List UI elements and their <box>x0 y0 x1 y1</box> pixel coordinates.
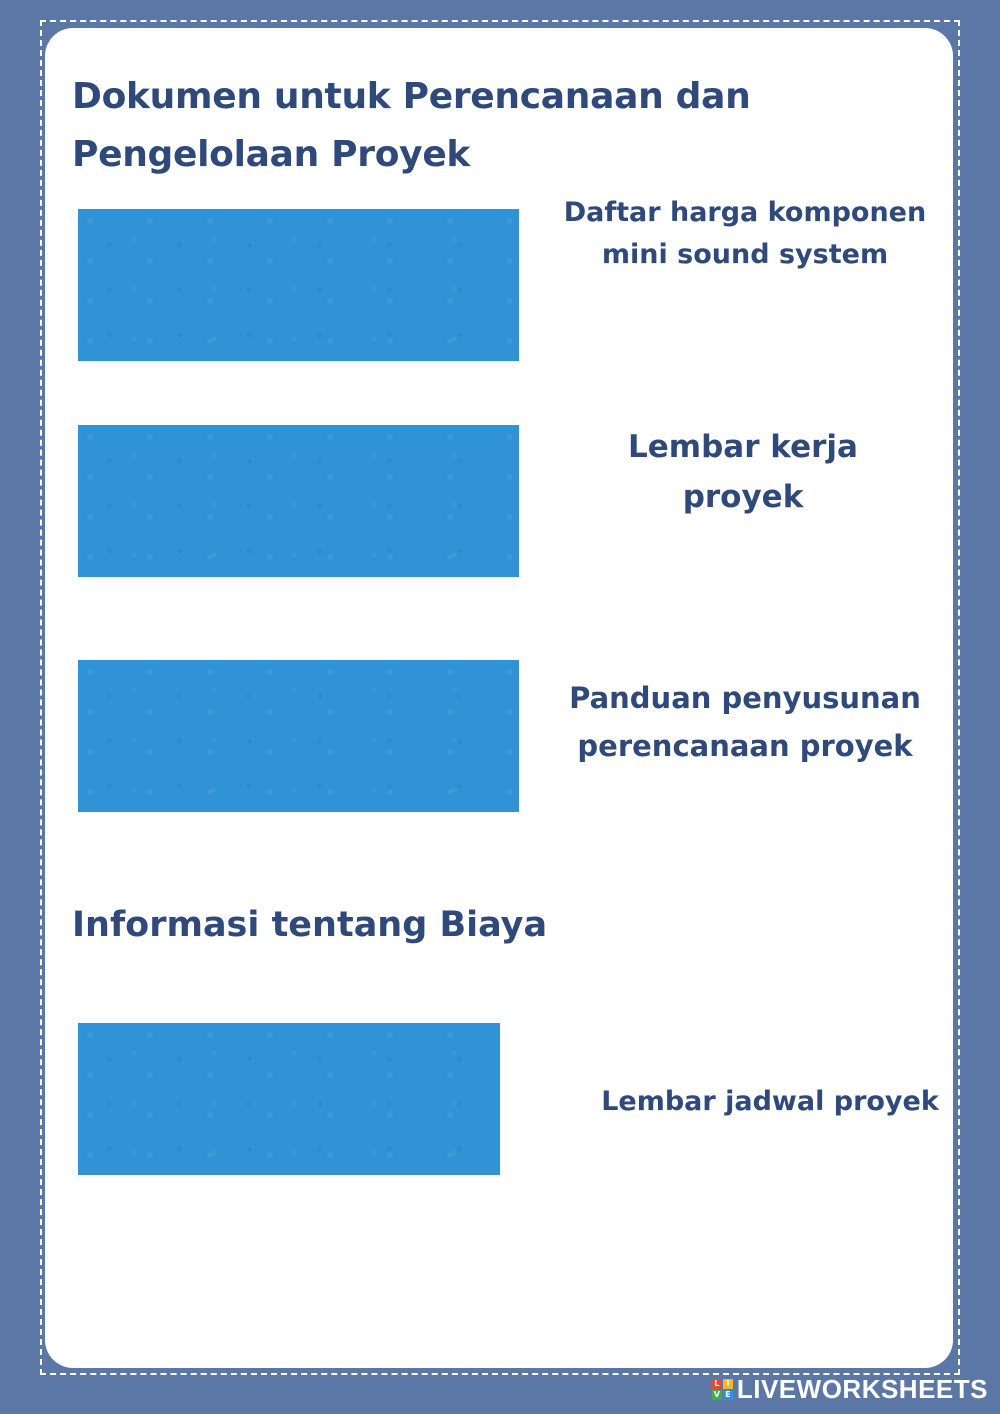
drop-zone-4[interactable] <box>78 1023 500 1175</box>
drag-label-3[interactable]: Panduan penyusunan perencanaan proyek <box>569 681 921 763</box>
page-title: Dokumen untuk Perencanaan dan Pengelolaan Proyek <box>72 76 751 175</box>
logo-text: LIVEWORKSHEETS <box>736 1373 988 1404</box>
drag-label-2[interactable]: Lembar kerja proyek <box>628 429 858 515</box>
drop-zone-2[interactable] <box>78 425 519 577</box>
liveworksheets-logo <box>712 1374 988 1404</box>
section-title-biaya: Informasi tentang Biaya <box>72 905 548 945</box>
drop-zone-1[interactable] <box>78 209 519 361</box>
drop-zone-3[interactable] <box>78 660 519 812</box>
drag-label-1[interactable]: Daftar harga komponen mini sound system <box>563 197 927 270</box>
drag-label-4[interactable]: Lembar jadwal proyek <box>601 1086 939 1117</box>
liveworksheets-logo-icon: L I V E <box>712 1379 733 1400</box>
